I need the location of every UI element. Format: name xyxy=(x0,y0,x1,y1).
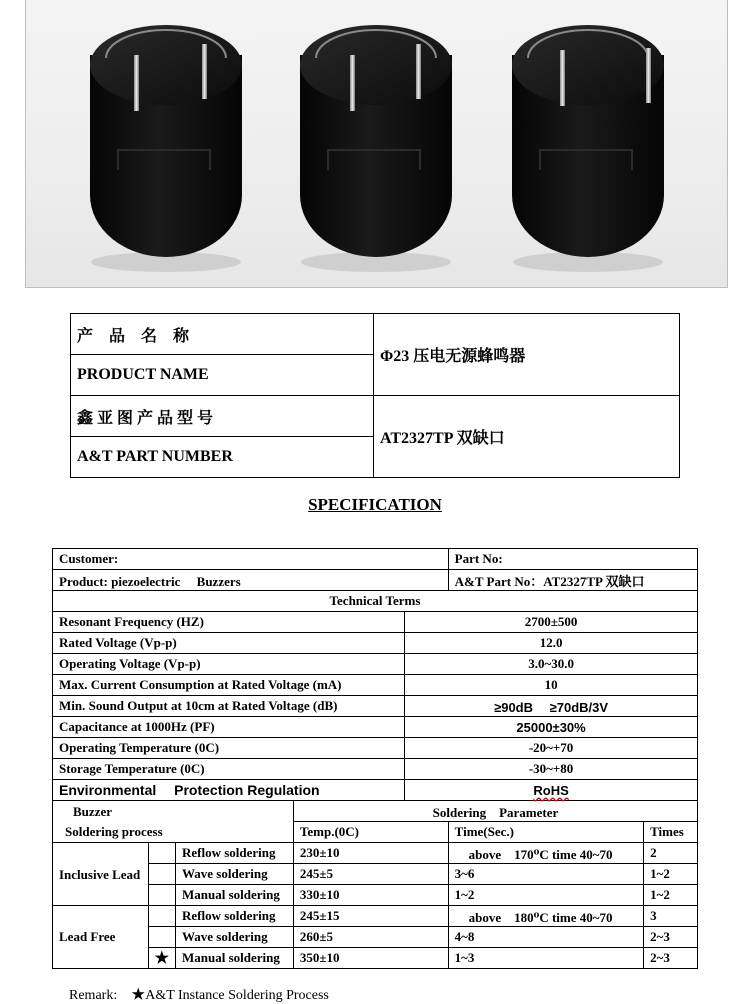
product-photo xyxy=(25,0,728,288)
customer-cell: Customer: xyxy=(53,549,449,570)
buzzer-2 xyxy=(300,25,452,272)
technical-terms-header: Technical Terms xyxy=(53,591,698,612)
spec-value: 25000±30% xyxy=(405,717,698,738)
time-cell: 3~6 xyxy=(448,864,643,885)
spec-value: ≥90dB ≥70dB/3V xyxy=(405,696,698,717)
times-cell: 3 xyxy=(644,906,698,927)
specification-table xyxy=(52,548,698,969)
spec-value xyxy=(405,780,698,801)
spec-value: 2700±500 xyxy=(405,612,698,633)
method-cell: Reflow soldering xyxy=(176,906,294,927)
soldering-process-header: Soldering process xyxy=(65,824,163,839)
times-column-header: Times xyxy=(644,822,698,843)
spec-label: Min. Sound Output at 10cm at Rated Voltage (dB) xyxy=(53,696,405,717)
rohs-text: RoHS xyxy=(533,782,569,798)
method-cell: Manual soldering xyxy=(176,885,294,906)
product-name-value: Φ23 压电无源蜂鸣器 xyxy=(374,314,680,396)
star-icon: ★ xyxy=(148,948,175,969)
spec-value: 12.0 xyxy=(405,633,698,654)
part-number-label-en: A&T PART NUMBER xyxy=(71,437,374,478)
lead-free-label: Lead Free xyxy=(53,906,149,969)
method-cell: Reflow soldering xyxy=(176,843,294,864)
times-cell: 1~2 xyxy=(644,864,698,885)
time-cell: above 170⁰C time 40~70 xyxy=(448,843,643,864)
temp-cell: 330±10 xyxy=(293,885,448,906)
spec-label: Capacitance at 1000Hz (PF) xyxy=(53,717,405,738)
product-name-label-en: PRODUCT NAME xyxy=(71,355,374,396)
spec-value: -20~+70 xyxy=(405,738,698,759)
at-part-no-cell: A&T Part No：AT2327TP 双缺口 xyxy=(448,570,697,591)
times-cell: 2 xyxy=(644,843,698,864)
part-number-label-cn: 鑫 亚 图 产 品 型 号 xyxy=(71,396,374,437)
time-cell: above 180⁰C time 40~70 xyxy=(448,906,643,927)
temp-cell: 245±15 xyxy=(293,906,448,927)
method-cell: Manual soldering xyxy=(176,948,294,969)
product-name-label-cn: 产 品 名 称 xyxy=(71,314,374,355)
soldering-header xyxy=(53,801,294,843)
mark-cell xyxy=(148,864,175,885)
spec-label: Resonant Frequency (HZ) xyxy=(53,612,405,633)
spec-label: Max. Current Consumption at Rated Voltage (mA) xyxy=(53,675,405,696)
times-cell: 2~3 xyxy=(644,927,698,948)
specification-title: SPECIFICATION xyxy=(308,495,442,514)
inclusive-lead-label: Inclusive Lead xyxy=(53,843,149,906)
method-cell: Wave soldering xyxy=(176,864,294,885)
spec-label: Storage Temperature (0C) xyxy=(53,759,405,780)
spec-value: 10 xyxy=(405,675,698,696)
product-cell: Product: piezoelectric Buzzers xyxy=(53,570,449,591)
buzzer-header: Buzzer xyxy=(73,804,112,819)
spec-label: Rated Voltage (Vp-p) xyxy=(53,633,405,654)
mark-cell xyxy=(148,906,175,927)
buzzer-illustration xyxy=(26,0,727,287)
method-cell: Wave soldering xyxy=(176,927,294,948)
buzzer-3 xyxy=(512,25,664,272)
spec-label: Operating Temperature (0C) xyxy=(53,738,405,759)
mark-cell xyxy=(148,843,175,864)
spec-value: -30~+80 xyxy=(405,759,698,780)
mark-cell xyxy=(148,927,175,948)
temp-cell: 260±5 xyxy=(293,927,448,948)
temp-cell: 350±10 xyxy=(293,948,448,969)
part-number-value: AT2327TP 双缺口 xyxy=(374,396,680,478)
spec-label: Environmental Protection Regulation xyxy=(53,780,405,801)
times-cell: 1~2 xyxy=(644,885,698,906)
time-cell: 4~8 xyxy=(448,927,643,948)
time-column-header: Time(Sec.) xyxy=(448,822,643,843)
temp-column-header: Temp.(0C) xyxy=(293,822,448,843)
times-cell: 2~3 xyxy=(644,948,698,969)
part-no-cell: Part No: xyxy=(448,549,697,570)
remark-text: Remark: ★A&T Instance Soldering Process xyxy=(69,988,329,1003)
soldering-parameter-header: Soldering Parameter xyxy=(293,801,697,822)
temp-cell: 230±10 xyxy=(293,843,448,864)
temp-cell: 245±5 xyxy=(293,864,448,885)
spec-value: 3.0~30.0 xyxy=(405,654,698,675)
buzzer-1 xyxy=(90,25,242,272)
time-cell: 1~3 xyxy=(448,948,643,969)
product-info-table xyxy=(70,313,680,478)
mark-cell xyxy=(148,885,175,906)
time-cell: 1~2 xyxy=(448,885,643,906)
spec-label: Operating Voltage (Vp-p) xyxy=(53,654,405,675)
